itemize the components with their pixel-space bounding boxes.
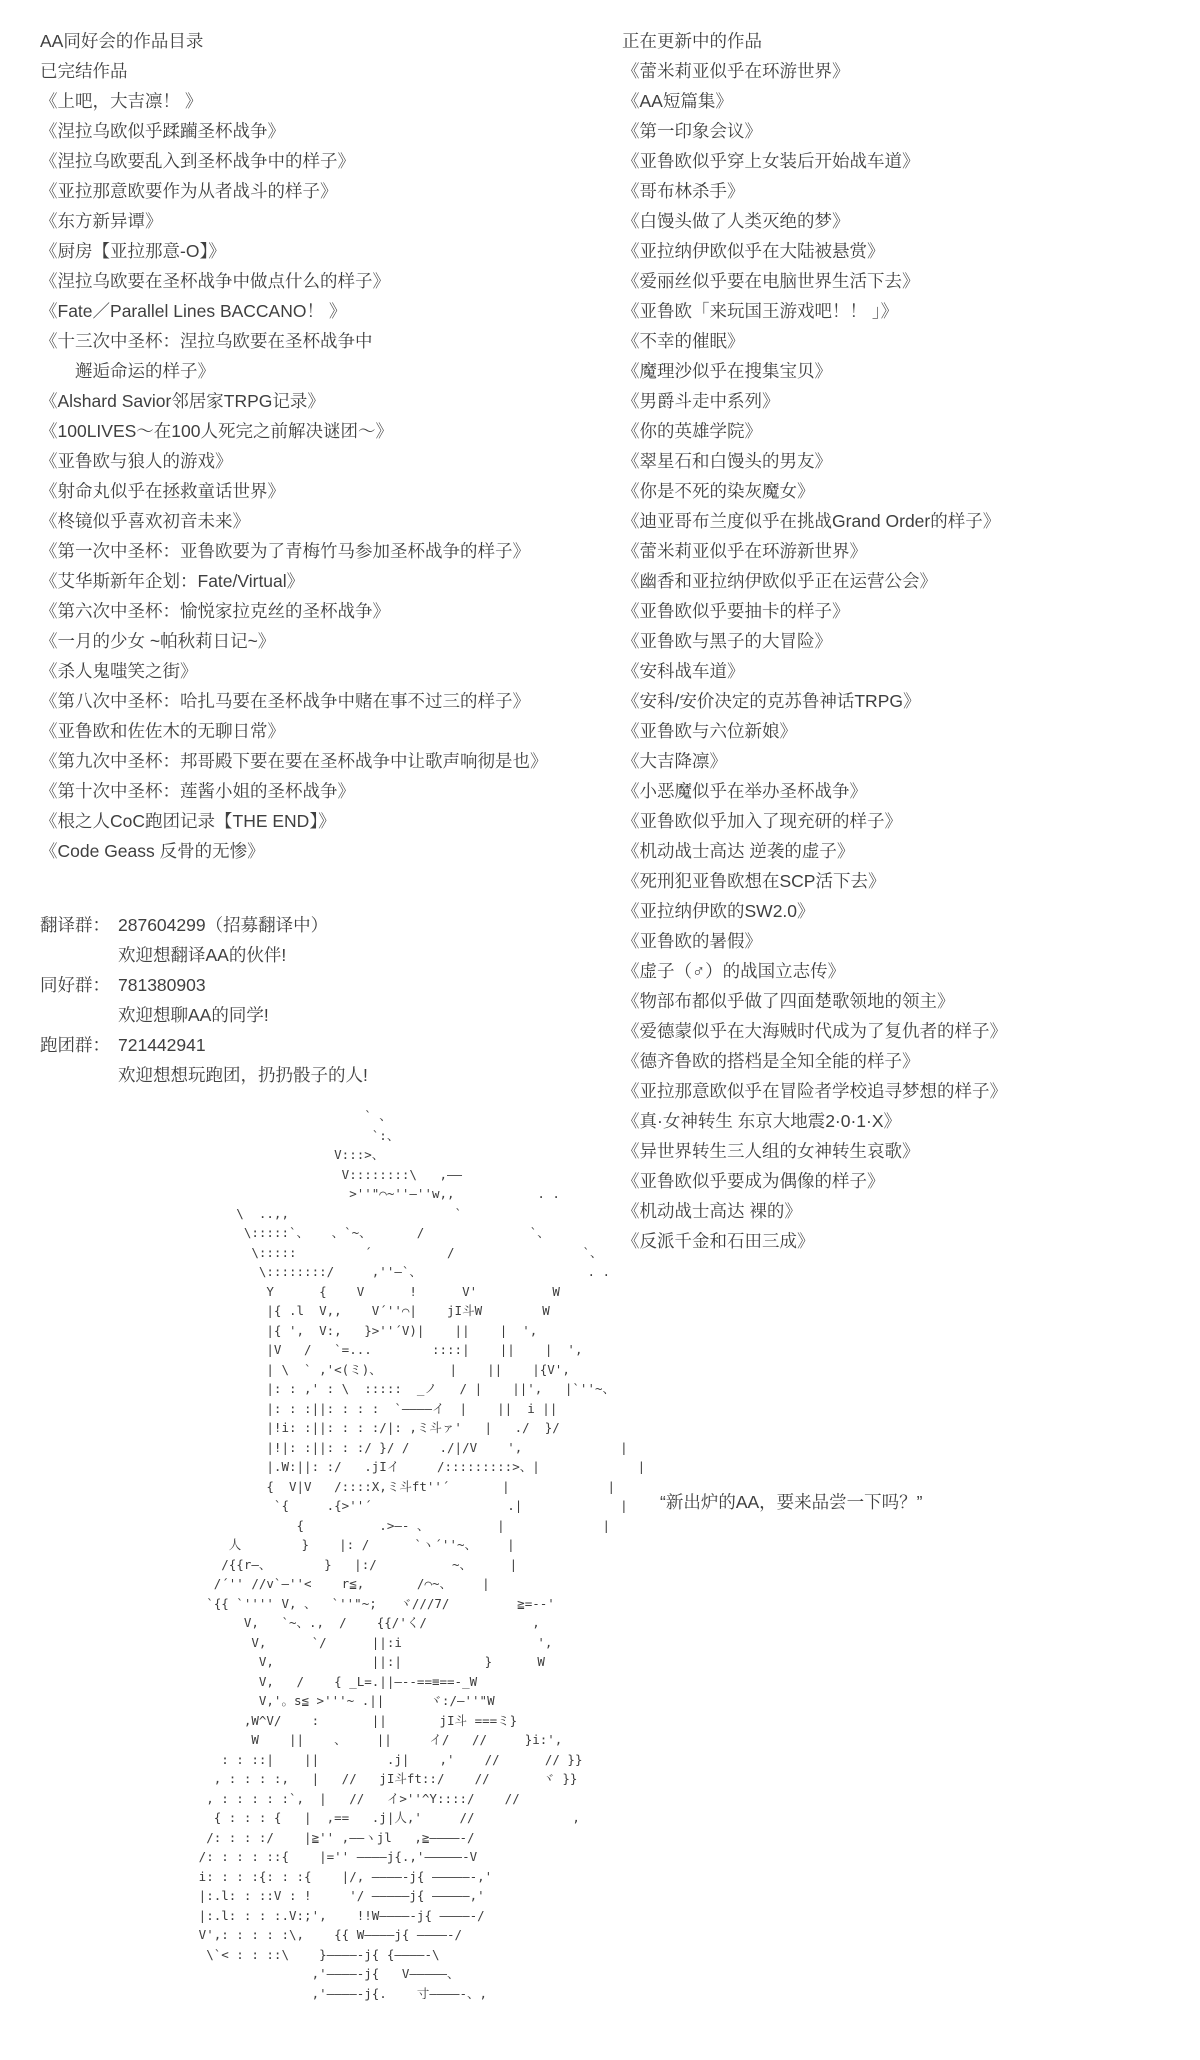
work-title: 《大吉降凛》 (622, 751, 727, 771)
contact-welcome-line: 欢迎想想玩跑团，扔扔骰子的人! (118, 1065, 368, 1085)
work-title: 《白馒头做了人类灭绝的梦》 (622, 211, 850, 231)
work-title: 《亚鲁欧「来玩国王游戏吧！！ 」》 (622, 301, 899, 321)
work-title: 《机动战士高达 逆袭的虚子》 (622, 841, 855, 861)
work-title: 《涅拉乌欧要乱入到圣杯战争中的样子》 (40, 151, 355, 171)
contact-group (40, 1030, 618, 1090)
work-title: 《哥布林杀手》 (622, 181, 745, 201)
work-title: 《东方新异谭》 (40, 211, 163, 231)
contact-label: 同好群： (40, 975, 110, 995)
contact-id-line (40, 910, 618, 940)
work-title: 《真·女神转生 东京大地震2·0·1·X》 (622, 1111, 902, 1131)
contact-label: 跑团群： (40, 1035, 110, 1055)
work-title: 《魔理沙似乎在搜集宝贝》 (622, 361, 832, 381)
work-title: 《男爵斗走中系列》 (622, 391, 780, 411)
work-title: 《上吧，大吉凛！ 》 (40, 91, 203, 111)
work-title: 《安科战车道》 (622, 661, 745, 681)
completed-works-list (40, 86, 618, 866)
work-title: 《Alshard Savior邻居家TRPG记录》 (40, 391, 325, 411)
work-title: 《亚鲁欧与六位新娘》 (622, 721, 797, 741)
work-title: 《射命丸似乎在拯救童话世界》 (40, 481, 285, 501)
contact-welcome-line: 欢迎想聊AA的同学! (118, 1005, 269, 1025)
work-title: 《你的英雄学院》 (622, 421, 762, 441)
work-title: 《第九次中圣杯：邦哥殿下要在要在圣杯战争中让歌声响彻是也》 (40, 751, 548, 771)
work-title: 《根之人CoC跑团记录【THE END】》 (40, 811, 336, 831)
contact-welcome-line: 欢迎想翻译AA的伙伴! (118, 945, 287, 965)
left-column-title: AA同好会的作品目录 (40, 31, 204, 51)
quote-text: “新出炉的AA，要来品尝一下吗？” (660, 1492, 923, 1512)
contact-id-line (40, 970, 618, 1000)
work-title: 《虚子（♂）的战国立志传》 (622, 961, 846, 981)
work-title: 《亚鲁欧与黑子的大冒险》 (622, 631, 832, 651)
work-title: 《反派千金和石田三成》 (622, 1231, 815, 1251)
ongoing-works-list (622, 56, 1200, 1256)
contact-group (40, 910, 618, 970)
completed-works-label: 已完结作品 (40, 61, 128, 81)
work-title: 《第一次中圣杯：亚鲁欧要为了青梅竹马参加圣杯战争的样子》 (40, 541, 530, 561)
work-title: 《异世界转生三人组的女神转生哀歌》 (622, 1141, 920, 1161)
work-title: 《厨房【亚拉那意-O】》 (40, 241, 226, 261)
work-title: 《涅拉乌欧似乎蹂躏圣杯战争》 (40, 121, 285, 141)
right-column-title: 正在更新中的作品 (622, 31, 762, 51)
work-title: 《第一印象会议》 (622, 121, 762, 141)
work-title: 《机动战士高达 裸的》 (622, 1201, 802, 1221)
work-title: 《爱丽丝似乎要在电脑世界生活下去》 (622, 271, 920, 291)
work-title: 《亚拉纳伊欧的SW2.0》 (622, 901, 815, 921)
work-title: 《亚鲁欧似乎要成为偶像的样子》 (622, 1171, 885, 1191)
work-title: 《你是不死的染灰魔女》 (622, 481, 815, 501)
work-title: 《物部布都似乎做了四面楚歌领地的领主》 (622, 991, 955, 1011)
contact-number: 721442941 (118, 1035, 206, 1055)
contact-groups (40, 910, 618, 1090)
work-title: 《第十次中圣杯：莲酱小姐的圣杯战争》 (40, 781, 355, 801)
work-title: 《十三次中圣杯：涅拉乌欧要在圣杯战争中 (40, 331, 373, 351)
contact-id-line (40, 1030, 618, 1060)
work-title: 《亚鲁欧与狼人的游戏》 (40, 451, 233, 471)
work-title: 《Code Geass 反骨的无惨》 (40, 841, 265, 861)
work-title: 《迪亚哥布兰度似乎在挑战Grand Order的样子》 (622, 511, 1001, 531)
work-title: 《亚鲁欧似乎要抽卡的样子》 (622, 601, 850, 621)
ongoing-works-section (622, 26, 1200, 1256)
work-title: 《蕾米莉亚似乎在环游世界》 (622, 61, 850, 81)
work-title: 邂逅命运的样子》 (40, 361, 215, 381)
work-title: 《爱德蒙似乎在大海贼时代成为了复仇者的样子》 (622, 1021, 1007, 1041)
work-title: 《德齐鲁欧的搭档是全知全能的样子》 (622, 1051, 920, 1071)
work-title: 《涅拉乌欧要在圣杯战争中做点什么的样子》 (40, 271, 390, 291)
work-title: 《亚拉纳伊欧似乎在大陆被悬赏》 (622, 241, 885, 261)
work-title: 《AA短篇集》 (622, 91, 733, 111)
work-title: 《亚拉那意欧要作为从者战斗的样子》 (40, 181, 338, 201)
work-title: 《第八次中圣杯：哈扎马要在圣杯战争中赌在事不过三的样子》 (40, 691, 530, 711)
work-title: 《蕾米莉亚似乎在环游新世界》 (622, 541, 867, 561)
work-title: 《幽香和亚拉纳伊欧似乎正在运营公会》 (622, 571, 937, 591)
work-title: 《第六次中圣杯：愉悦家拉克丝的圣杯战争》 (40, 601, 390, 621)
work-title: 《翠星石和白馒头的男友》 (622, 451, 832, 471)
work-title: 《亚鲁欧的暑假》 (622, 931, 762, 951)
work-title: 《Fate／Parallel Lines BACCANO！ 》 (40, 301, 347, 321)
work-title: 《不幸的催眠》 (622, 331, 745, 351)
work-title: 《亚鲁欧似乎加入了现充研的样子》 (622, 811, 902, 831)
work-title: 《亚鲁欧似乎穿上女装后开始战车道》 (622, 151, 920, 171)
work-title: 《艾华斯新年企划：Fate/Virtual》 (40, 571, 305, 591)
contact-number: 781380903 (118, 975, 206, 995)
work-title: 《100LIVES～在100人死完之前解决谜团～》 (40, 421, 394, 441)
contact-group (40, 970, 618, 1030)
work-title: 《亚鲁欧和佐佐木的无聊日常》 (40, 721, 285, 741)
contact-label: 翻译群： (40, 915, 110, 935)
work-title: 《一月的少女 ~帕秋莉日记~》 (40, 631, 276, 651)
work-title: 《死刑犯亚鲁欧想在SCP活下去》 (622, 871, 886, 891)
completed-works-section (40, 26, 618, 1090)
ascii-art: ` 、 `:、 V:::>、 V::::::::\ ,―― >''"⌒~''―''w,, . . \ ..,, ` \:::::`、 、`~、 / `、 \::::: ´ / `、 \::::::::/ ,''―`、 . . Y { V ! V' W |{ .l V,, V´''⌒| jI斗W W |{ ', V:, }>''´V)| || | ', |V / `=... ::::| || | ', | \ ` ,'<(ミ)、 | || |{V', |: : ,' : \ ::::: _ノ / | ||', |`''~、 |: : :||: : : : `――――イ | || i || |!i: :||: : : :/|: ,ミ斗ァ' | ./ }/ |!|: :||: : :/ }/ / ./|/V ', | |.W:||: :/ .jIイ /:::::::::>、| | { V|V /::::X,ミ斗ft''´ | | `{ .{>''´ .| | { .>―- 、 | | 人 } |: / `ヽ´''~、 | /{{r―、 } |:/ ~、 | /´'' //v`―''< r≦, /⌒~、 | `{{ `'''' V, 、 `''"~; ヾ///7/ ≧=--' V, `~、., / {{/'く/ , V, `/ ||:i ', V, ||:| } W V, / { _L=.||―--==≡==-_W V,'。s≦ >'''~ .|| ヾ:/―''"W ,W^V/ : || jI斗 ===ミ} W || 、 || イ/ // }i:', : : ::| || .j| ,' // // }} , : : : :, | // jI斗ft::/ // ヾ }} , : : : : :`, | // イ>''^Y::::/ // { : : : { | ,== .j|人,' // , /: : : :/ |≧'' ,――ヽjl ,≧――――-/ /: : : : ::{ |='' ――――j{.,'―――――-V i: : : :{: : :{ |/, ――――‐j{ ―――――-,' |:.l: : ::V : ! '/ ―――――j{ ―――――,' |:.l: : : :.V:;', !!W――――‐j{ ――――-/ V',: : : : :\, {{ W――――j{ ――――-/ \`< : : ::\ }――――‐j{ {――――-\ ,'――――‐j{ V―――――、 ,'――――‐j{. 寸――――-、, (198, 1108, 646, 2001)
work-title: 《杀人鬼嗤笑之街》 (40, 661, 198, 681)
work-title: 《小恶魔似乎在举办圣杯战争》 (622, 781, 867, 801)
work-title: 《亚拉那意欧似乎在冒险者学校追寻梦想的样子》 (622, 1081, 1007, 1101)
work-title: 《安科/安价决定的克苏鲁神话TRPG》 (622, 691, 921, 711)
work-title: 《柊镜似乎喜欢初音未来》 (40, 511, 250, 531)
contact-number: 287604299（招募翻译中） (118, 915, 329, 935)
